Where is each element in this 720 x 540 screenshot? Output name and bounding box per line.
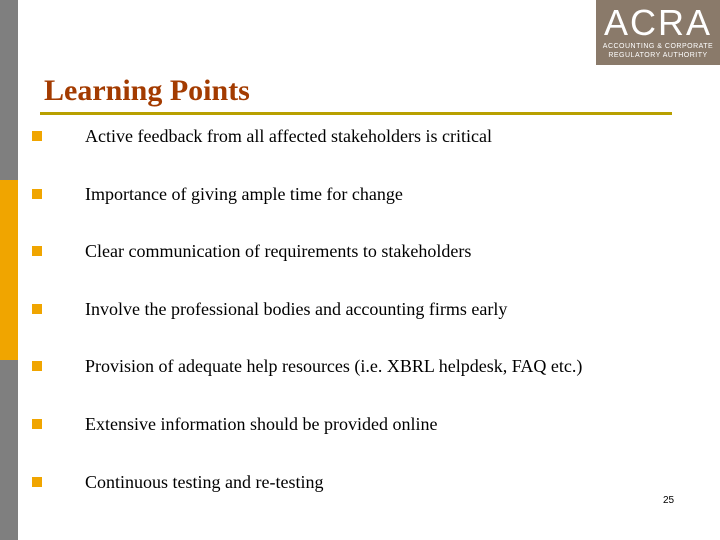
page-number: 25 [663, 495, 675, 506]
bullet-item [32, 467, 692, 525]
bullet-text: Extensive information should be provided online [85, 413, 438, 434]
bullet-text: Active feedback from all affected stakeholders is critical [85, 126, 492, 146]
square-bullet-icon [32, 189, 42, 199]
bullet-text: Provision of adequate help resources (i.e. XBRL helpdesk, FAQ etc.) [85, 356, 583, 377]
bullet-item [32, 351, 692, 409]
bullet-list [32, 121, 692, 524]
bullet-text: Clear communication of requirements to stakeholders [85, 241, 472, 262]
bullet-item [32, 236, 692, 294]
logo-line-1: ACCOUNTING & CORPORATE [602, 43, 714, 50]
bullet-item [32, 179, 692, 237]
square-bullet-icon [32, 419, 42, 429]
bullet-item [32, 121, 692, 179]
square-bullet-icon [32, 477, 42, 487]
bullet-text: Importance of giving ample time for change [85, 183, 403, 204]
bullet-item [32, 409, 692, 467]
square-bullet-icon [32, 131, 42, 141]
bullet-item [32, 294, 692, 352]
bullet-text: Involve the professional bodies and accounting firms early [85, 298, 508, 319]
square-bullet-icon [32, 304, 42, 314]
acra-logo [596, 0, 720, 65]
left-stripe-accent [0, 180, 18, 360]
square-bullet-icon [32, 361, 42, 371]
logo-line-2: REGULATORY AUTHORITY [608, 52, 708, 59]
bullet-text: Continuous testing and re-testing [85, 471, 324, 492]
slide-title: Learning Points [44, 74, 250, 107]
square-bullet-icon [32, 246, 42, 256]
logo-mark: ACRA [603, 2, 713, 43]
title-underline [40, 112, 672, 115]
